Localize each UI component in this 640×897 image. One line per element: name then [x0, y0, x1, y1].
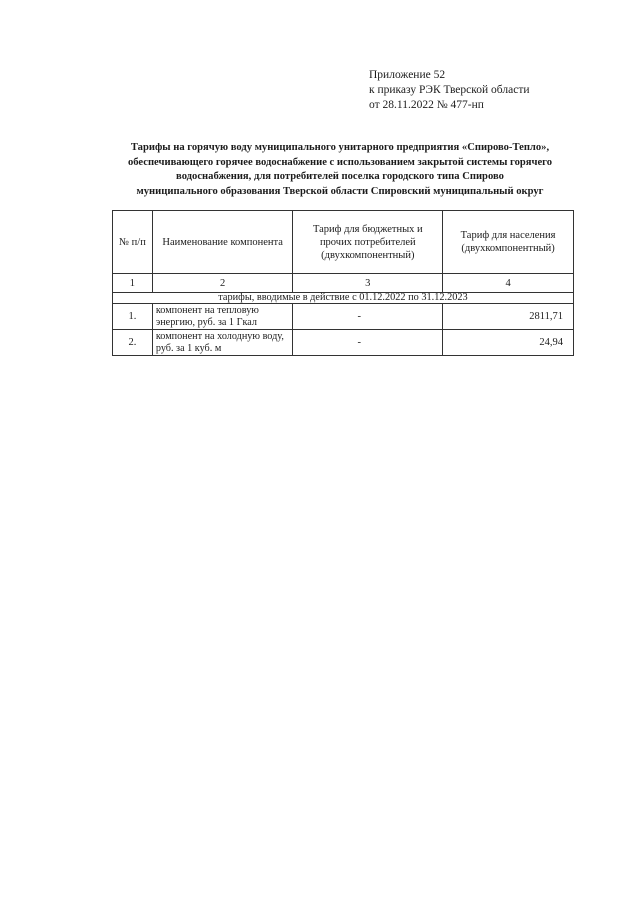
header-budget: Тариф для бюджетных и прочих потребителей (двухкомпонентный): [293, 211, 443, 274]
header-population: Тариф для населения (двухкомпонентный): [443, 211, 574, 274]
title-line-1: Тарифы на горячую воду муниципального унитарного предприятия «Спирово-Тепло»,: [130, 142, 550, 153]
col-number-4: 4: [443, 274, 574, 293]
title-line-3: водоснабжения, для потребителей поселка городского типа Спирово: [176, 171, 504, 182]
row-budget-tariff: -: [293, 330, 443, 356]
appendix-number: Приложение 52: [369, 69, 446, 81]
header-name: Наименование компонента: [152, 211, 293, 274]
row-budget-tariff: -: [293, 304, 443, 330]
document-title: [100, 141, 580, 199]
row-population-tariff: 24,94: [443, 330, 574, 356]
title-line-2: обеспечивающего горячее водоснабжение с использованием закрытой системы горячего: [127, 156, 553, 168]
period-row: [113, 293, 574, 304]
appendix-reference: [369, 68, 530, 113]
header-num: № п/п: [113, 211, 153, 274]
row-num: 1.: [113, 304, 153, 330]
table-header-row: [113, 211, 574, 274]
row-population-tariff: 2811,71: [443, 304, 574, 330]
period-label: тарифы, вводимые в действие с 01.12.2022 по 31.12.2023: [113, 293, 574, 304]
row-name: компонент на тепловую энергию, руб. за 1 Гкал: [152, 304, 293, 330]
col-number-3: 3: [293, 274, 443, 293]
appendix-date: от 28.11.2022 № 477-нп: [369, 99, 484, 111]
row-num: 2.: [113, 330, 153, 356]
title-line-4: муниципального образования Тверской области Спировский муниципальный округ: [136, 185, 544, 197]
tariff-table: [112, 210, 574, 356]
table-row: [113, 304, 574, 330]
column-number-row: [113, 274, 574, 293]
col-number-2: 2: [152, 274, 293, 293]
appendix-order: к приказу РЭК Тверской области: [369, 84, 530, 96]
col-number-1: 1: [113, 274, 153, 293]
table-row: [113, 330, 574, 356]
row-name: компонент на холодную воду, руб. за 1 куб. м: [152, 330, 293, 356]
